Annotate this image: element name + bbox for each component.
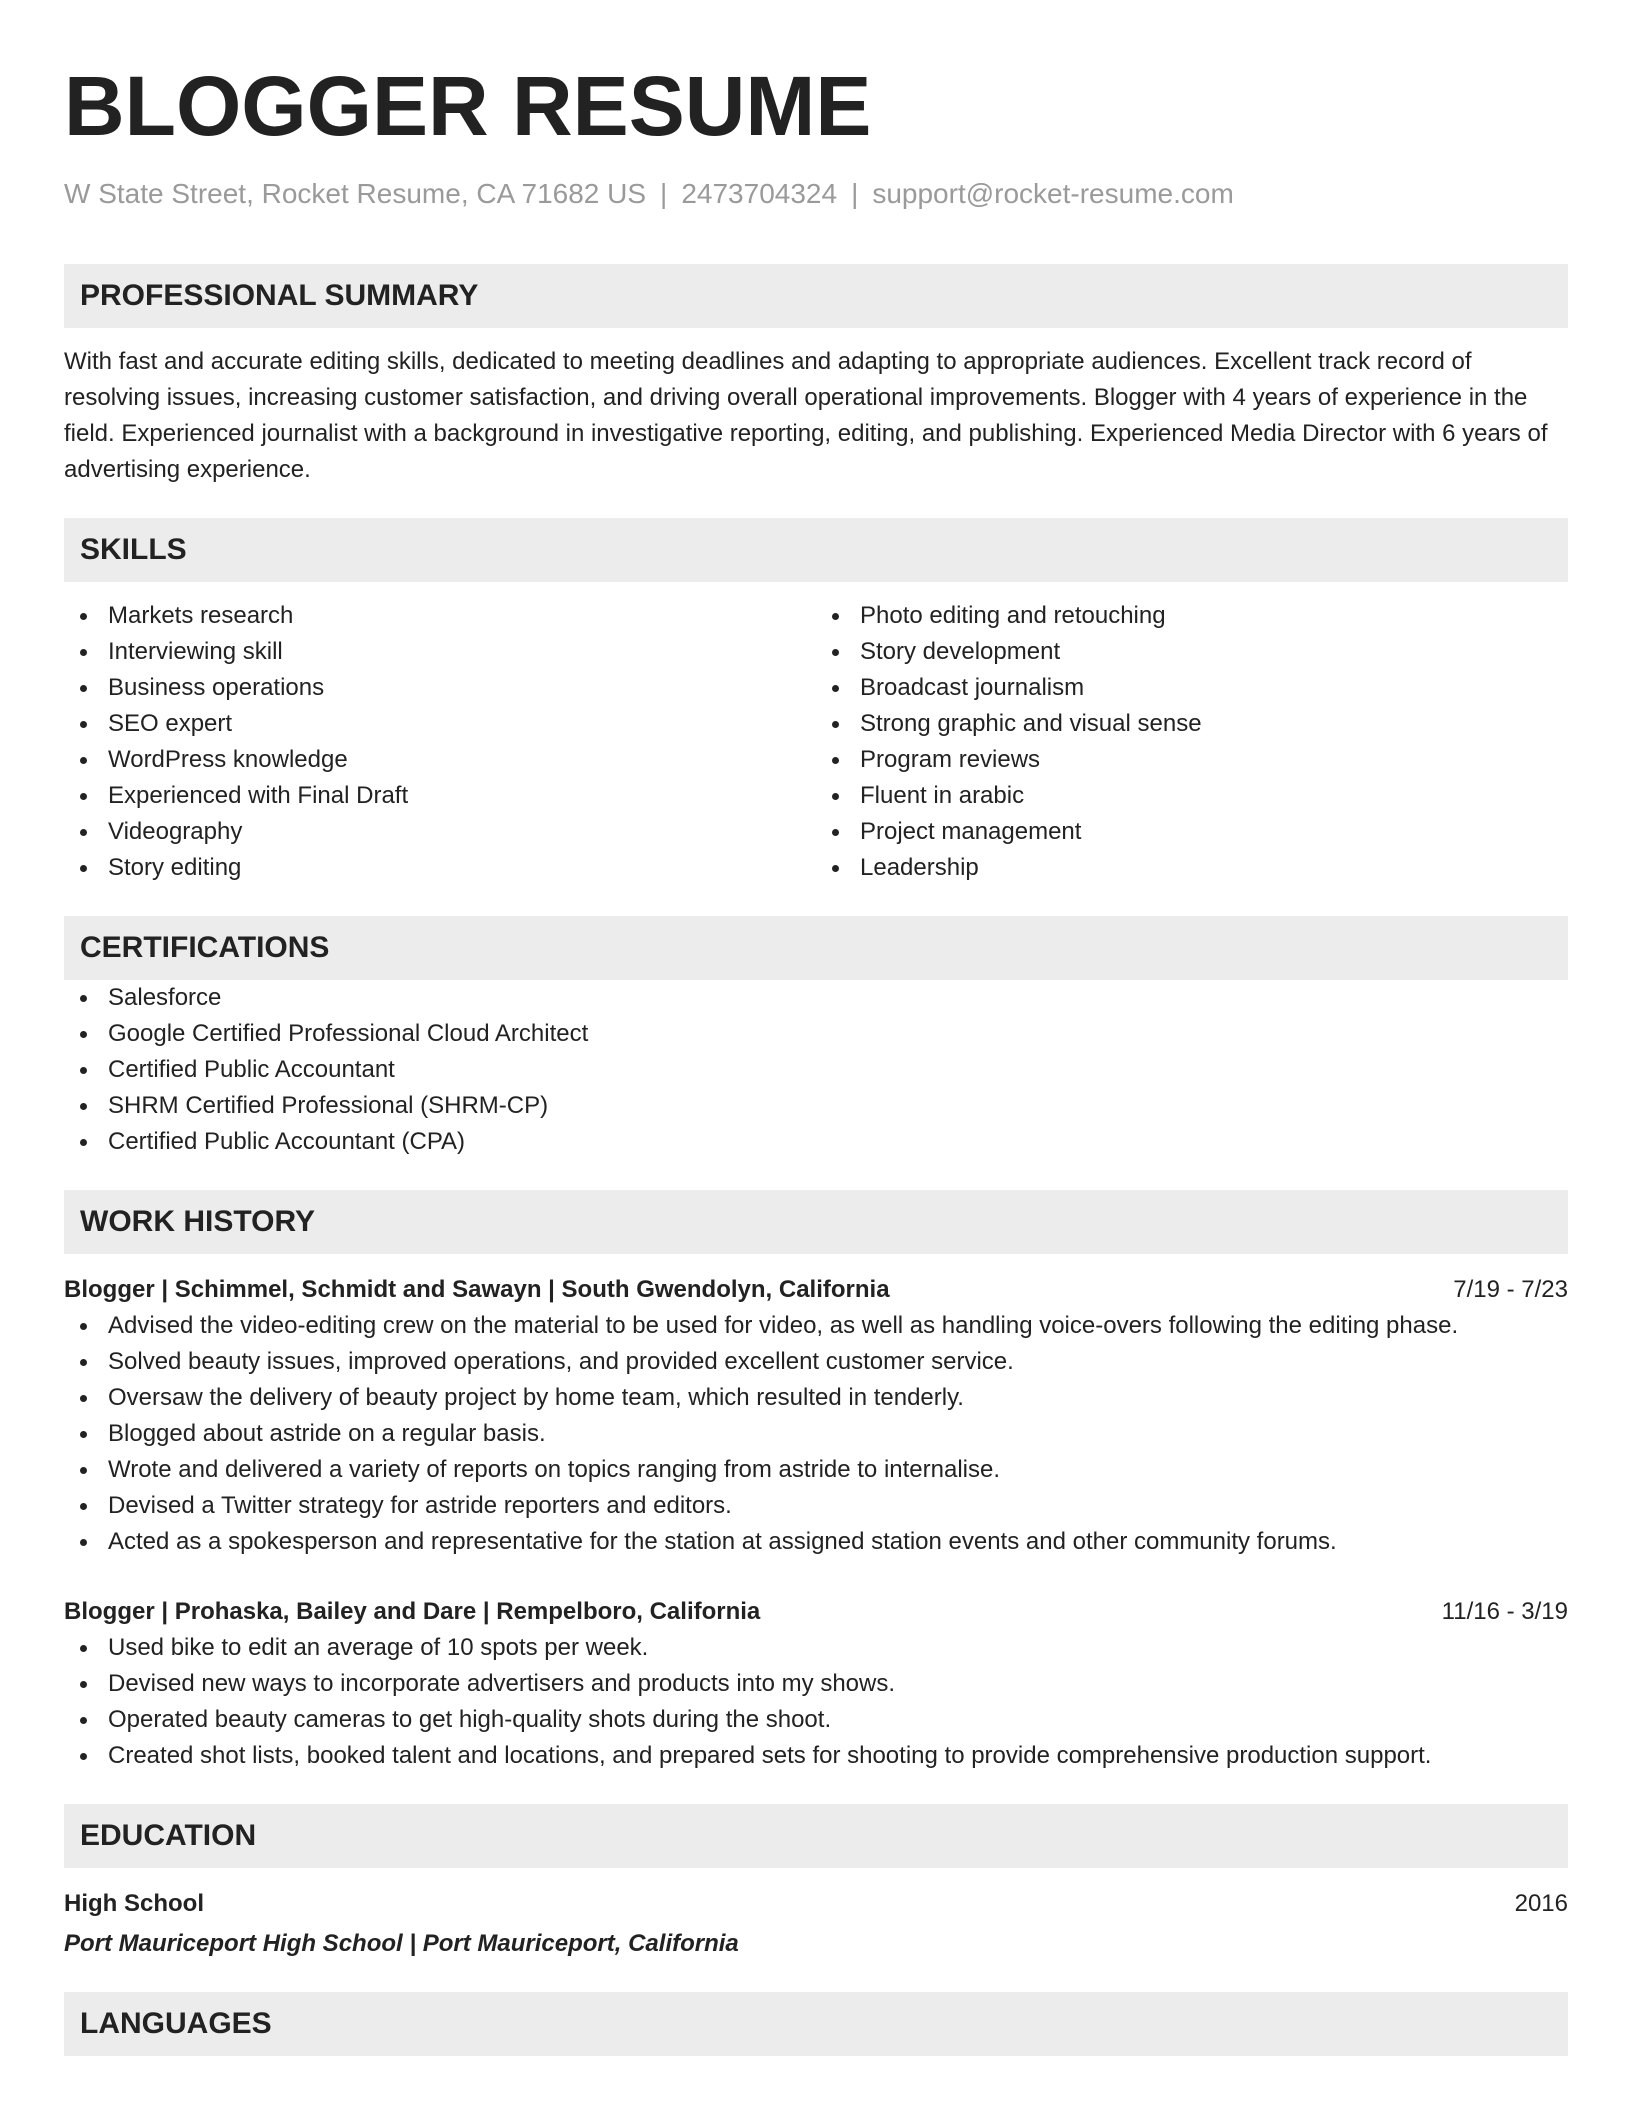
skill-item: Broadcast journalism bbox=[816, 670, 1568, 706]
education-header bbox=[64, 1886, 1568, 1922]
skill-item: Story editing bbox=[64, 850, 816, 886]
resume-title: BLOGGER RESUME bbox=[64, 59, 872, 153]
education-degree: High School bbox=[64, 1890, 204, 1917]
job-bullet: Devised new ways to incorporate advertisers and products into my shows. bbox=[64, 1666, 1568, 1702]
skill-item: Project management bbox=[816, 814, 1568, 850]
job-bullet: Wrote and delivered a variety of reports on topics ranging from astride to internalise. bbox=[64, 1452, 1568, 1488]
section-heading-education: EDUCATION bbox=[64, 1804, 1568, 1868]
job-bullet: Solved beauty issues, improved operations, and provided excellent customer service. bbox=[64, 1344, 1568, 1380]
job-bullets bbox=[64, 1308, 1568, 1560]
certifications-list bbox=[64, 980, 1568, 1160]
section-heading-summary: PROFESSIONAL SUMMARY bbox=[64, 264, 1568, 328]
job-bullet: Acted as a spokesperson and representative for the station at assigned station events and other community forums. bbox=[64, 1524, 1568, 1560]
job-bullet: Advised the video-editing crew on the material to be used for video, as well as handling voice-overs following the editing phase. bbox=[64, 1308, 1568, 1344]
job-title: Blogger | Schimmel, Schmidt and Sawayn | South Gwendolyn, California bbox=[64, 1276, 890, 1303]
skill-item: Program reviews bbox=[816, 742, 1568, 778]
skill-item: SEO expert bbox=[64, 706, 816, 742]
job-dates: 7/19 - 7/23 bbox=[1453, 1276, 1568, 1303]
certification-item: Google Certified Professional Cloud Architect bbox=[64, 1016, 1568, 1052]
skills-column-left bbox=[64, 598, 816, 886]
job-header bbox=[64, 1594, 1568, 1630]
section-heading-certifications: CERTIFICATIONS bbox=[64, 916, 1568, 980]
skill-item: Leadership bbox=[816, 850, 1568, 886]
skills-column-right bbox=[816, 598, 1568, 886]
skill-item: Strong graphic and visual sense bbox=[816, 706, 1568, 742]
job-title: Blogger | Prohaska, Bailey and Dare | Rempelboro, California bbox=[64, 1598, 761, 1625]
certification-item: SHRM Certified Professional (SHRM-CP) bbox=[64, 1088, 1568, 1124]
certification-item: Certified Public Accountant (CPA) bbox=[64, 1124, 1568, 1160]
skill-item: Story development bbox=[816, 634, 1568, 670]
skill-item: Videography bbox=[64, 814, 816, 850]
job-bullet: Used bike to edit an average of 10 spots per week. bbox=[64, 1630, 1568, 1666]
skill-item: Business operations bbox=[64, 670, 816, 706]
certification-item: Certified Public Accountant bbox=[64, 1052, 1568, 1088]
skill-item: Experienced with Final Draft bbox=[64, 778, 816, 814]
job-header bbox=[64, 1272, 1568, 1308]
skills-grid bbox=[64, 598, 1568, 886]
skills-list-right bbox=[816, 598, 1568, 886]
section-heading-work-history: WORK HISTORY bbox=[64, 1190, 1568, 1254]
section-heading-languages: LANGUAGES bbox=[64, 1992, 1568, 2056]
skill-item: Interviewing skill bbox=[64, 634, 816, 670]
contact-email: support@rocket-resume.com bbox=[872, 178, 1234, 209]
job-bullet: Created shot lists, booked talent and locations, and prepared sets for shooting to provide comprehensive production support. bbox=[64, 1738, 1568, 1774]
job-bullet: Blogged about astride on a regular basis. bbox=[64, 1416, 1568, 1452]
education-year: 2016 bbox=[1514, 1890, 1568, 1917]
skill-item: Markets research bbox=[64, 598, 816, 634]
job-dates: 11/16 - 3/19 bbox=[1441, 1598, 1568, 1625]
skill-item: Fluent in arabic bbox=[816, 778, 1568, 814]
job-bullet: Operated beauty cameras to get high-quality shots during the shoot. bbox=[64, 1702, 1568, 1738]
skill-item: WordPress knowledge bbox=[64, 742, 816, 778]
contact-phone: 2473704324 bbox=[681, 178, 838, 209]
summary-text: With fast and accurate editing skills, dedicated to meeting deadlines and adapting to appropriate audiences. Excellent track record of resolving issues, increasing customer satisfaction, and driving overall operational improvements. Blogger with 4 years of experience in the field. Experienced journalist with a background in investigative reporting, editing, and publishing. Experienced Media Director with 6 years of advertising experience. bbox=[64, 348, 1548, 483]
contact-separator: | bbox=[660, 178, 668, 209]
certification-item: Salesforce bbox=[64, 980, 1568, 1016]
section-heading-skills: SKILLS bbox=[64, 518, 1568, 582]
skills-list-left bbox=[64, 598, 816, 886]
contact-line bbox=[64, 176, 1568, 212]
skill-item: Photo editing and retouching bbox=[816, 598, 1568, 634]
education-school: Port Mauriceport High School | Port Mauriceport, California bbox=[64, 1930, 739, 1957]
job-bullet: Oversaw the delivery of beauty project by home team, which resulted in tenderly. bbox=[64, 1380, 1568, 1416]
contact-separator: | bbox=[851, 178, 859, 209]
job-bullet: Devised a Twitter strategy for astride reporters and editors. bbox=[64, 1488, 1568, 1524]
contact-address: W State Street, Rocket Resume, CA 71682 US bbox=[64, 178, 647, 209]
job-bullets bbox=[64, 1630, 1568, 1774]
